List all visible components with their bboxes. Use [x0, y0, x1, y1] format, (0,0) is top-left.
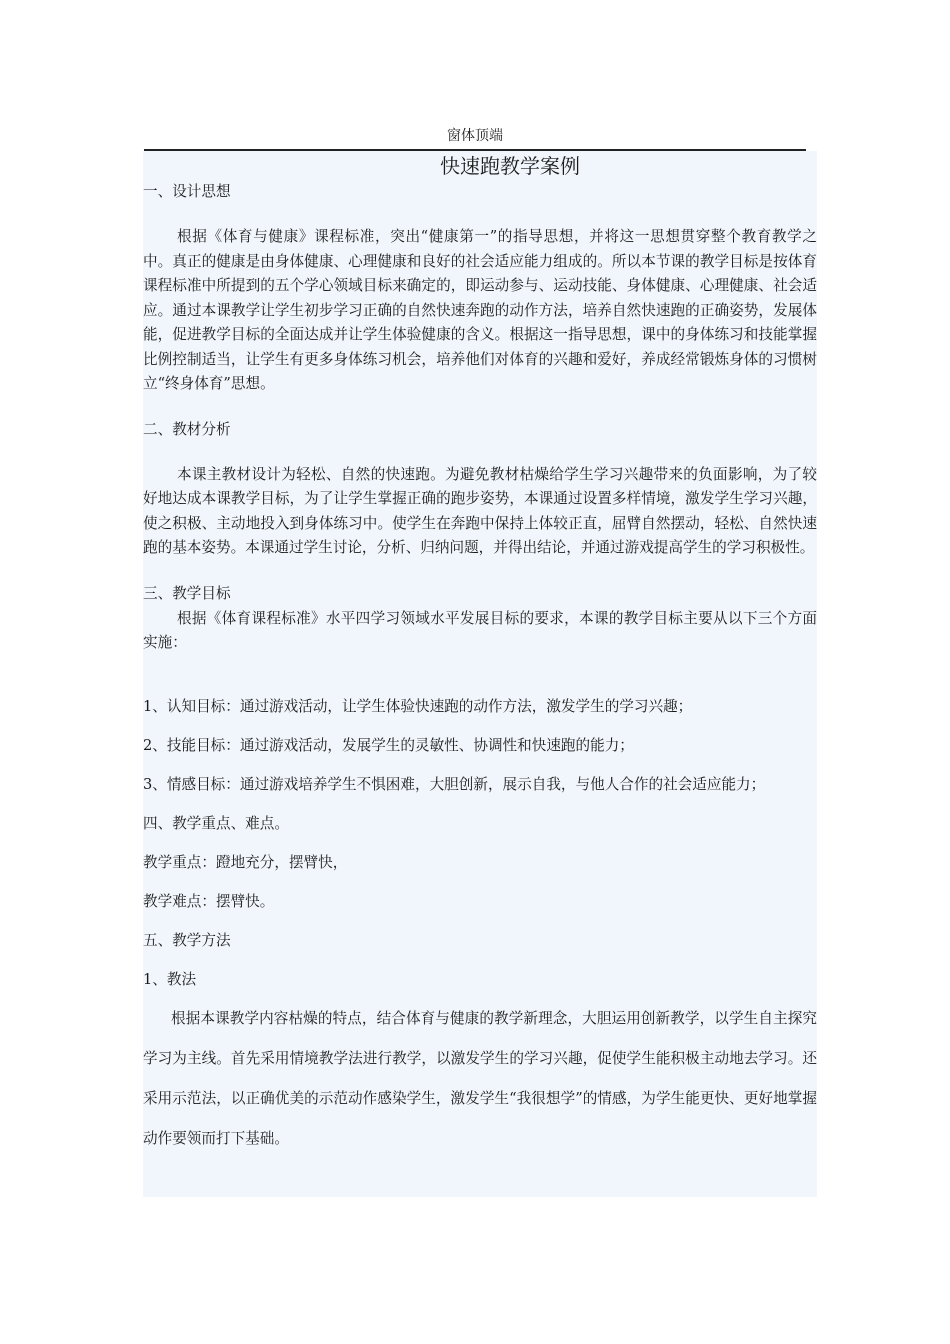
paragraph-goals: 根据《体育课程标准》水平四学习领域水平发展目标的要求，本课的教学目标主要从以下三个方面实施： [143, 609, 817, 651]
sub-heading-teaching-method: 1、教法 [143, 970, 197, 988]
paragraph-design: 根据《体育与健康》课程标准，突出“健康第一”的指导思想，并将这一思想贯穿整个教育教学之中。真正的健康是由身体健康、心理健康和良好的社会适应能力组成的。所以本节课的教学目标是按体育课程标准中所提到的五个学心领域目标来确定的，即运动参与、运动技能、身体健康、心理健康、社会适应。通过本课教学让学生初步学习正确的自然快速奔跑的动作方法，培养自然快速跑的正确姿势，发展体能，促进教学目标的全面达成并让学生体验健康的含义。根据这一指导思想，课中的身体练习和技能掌握比例控制适当，让学生有更多身体练习机会，培养他们对体育的兴趣和爱好，养成经常锻炼身体的习惯树立“终身体育”思想。 [143, 228, 817, 392]
section-heading-methods: 五、教学方法 [143, 931, 231, 949]
teaching-focus: 教学重点：蹬地充分，摆臂快， [143, 853, 348, 871]
section-heading-key-points: 四、教学重点、难点。 [143, 814, 289, 832]
teaching-difficulty: 教学难点：摆臂快。 [143, 892, 275, 910]
goal-item: 2、技能目标：通过游戏活动，发展学生的灵敏性、协调性和快速跑的能力； [143, 736, 634, 754]
section-heading-analysis: 二、教材分析 [143, 420, 231, 438]
paragraph-analysis: 本课主教材设计为轻松、自然的快速跑。为避免教材枯燥给学生学习兴趣带来的负面影响，为了较好地达成本课教学目标，为了让学生掌握正确的跑步姿势，本课通过设置多样情境，激发学生学习兴趣，使之积极、主动地投入到身体练习中。使学生在奔跑中保持上体较正直，屈臂自然摆动，轻松、自然快速跑的基本姿势。本课通过学生讨论，分析、归纳问题，并得出结论，并通过游戏提高学生的学习积极性。 [143, 465, 817, 556]
goal-item: 1、认知目标：通过游戏活动，让学生体验快速跑的动作方法，激发学生的学习兴趣； [143, 697, 693, 715]
document-title: 快速跑教学案例 [440, 154, 580, 178]
document-body [143, 151, 817, 1197]
section-heading-design: 一、设计思想 [143, 183, 231, 200]
form-top-label: 窗体顶端 [447, 128, 503, 144]
goal-item: 3、情感目标：通过游戏培养学生不惧困难，大胆创新，展示自我，与他人合作的社会适应能力； [143, 775, 766, 793]
section-heading-goals: 三、教学目标 [143, 584, 231, 602]
paragraph-methods: 根据本课教学内容枯燥的特点，结合体育与健康的教学新理念，大胆运用创新教学，以学生自主探究学习为主线。首先采用情境教学法进行教学，以激发学生的学习兴趣，促使学生能积极主动地去学习。还采用示范法，以正确优美的示范动作感染学生，激发学生“我很想学”的情感，为学生能更快、更好地掌握动作要领而打下基础。 [143, 1009, 817, 1147]
